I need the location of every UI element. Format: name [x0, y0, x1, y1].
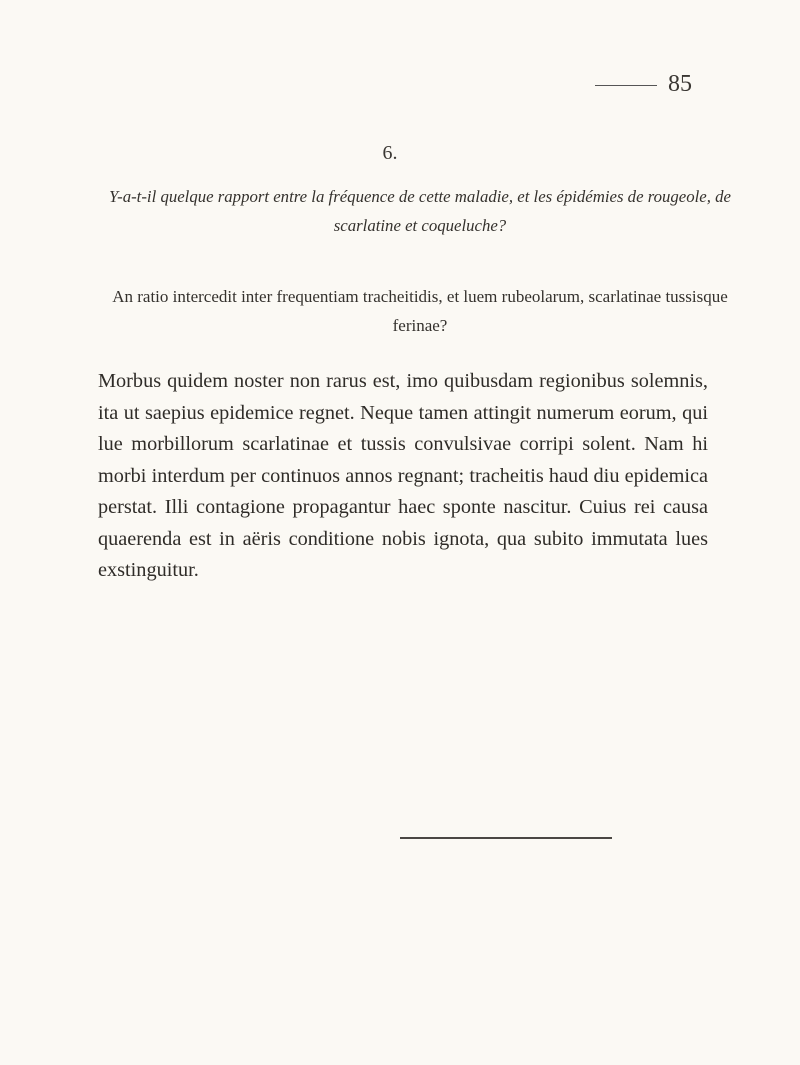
header-rule — [595, 85, 657, 86]
answer-paragraph: Morbus quidem noster non rarus est, imo quibusdam regionibus solemnis, ita ut saepius epidemice regnet. Neque tamen attingit numerum eorum, qui lue morbillorum scarlatinae et tussis convulsivae corripi solent. Nam hi morbi interdum per continuos annos regnant; tracheitis haud diu epidemica perstat. Illi contagione propagantur haec sponte nascitur. Cuius rei causa quaerenda est in aëris conditione nobis ignota, qua subito immutata lues exstinguitur. — [98, 370, 708, 581]
question-french: Y-a-t-il quelque rapport entre la fréquence de cette maladie, et les épidémies de rougeole, de scarlatine et coqueluche? — [109, 187, 731, 235]
question-number: 6. — [382, 142, 398, 164]
footer-rule — [400, 837, 612, 839]
question-latin: An ratio intercedit inter frequentiam tracheitidis, et luem rubeolarum, scarlatinae tussisque ferinae? — [112, 287, 728, 335]
page-number: 85 — [668, 71, 692, 97]
